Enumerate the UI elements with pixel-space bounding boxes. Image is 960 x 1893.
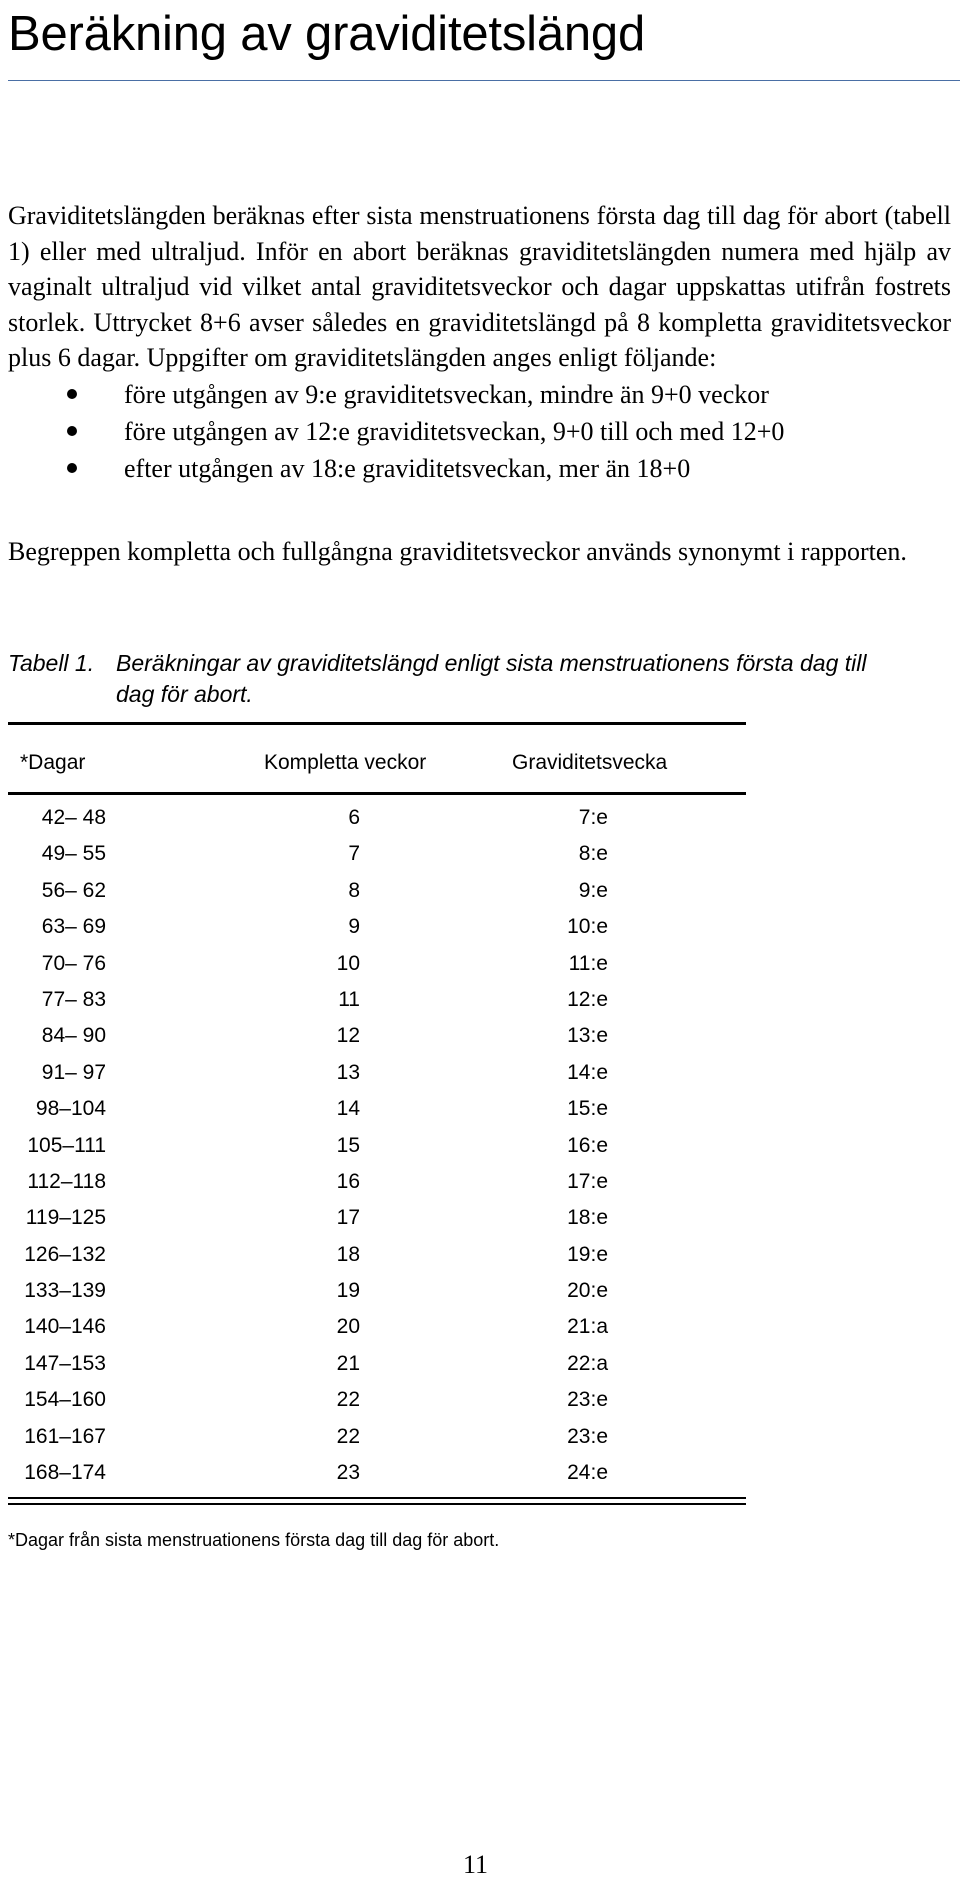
cell-gestational-week: 23:e [567,1424,608,1448]
table-row [0,873,760,909]
cell-days: 98–104 [35,1097,106,1121]
cell-days: 49– 55 [41,842,106,866]
cell-complete-weeks: 23 [336,1461,360,1485]
bullet-text: före utgången av 12:e graviditetsveckan, 9+0 till och med 12+0 [124,417,785,446]
bullet-list [0,376,784,487]
cell-gestational-week: 8:e [578,842,608,866]
cell-days: 133–139 [24,1279,106,1303]
cell-complete-weeks: 9 [348,915,360,939]
cell-complete-weeks: 13 [336,1060,360,1084]
cell-days: 126–132 [24,1242,106,1266]
cell-days: 77– 83 [41,987,106,1011]
bullet-icon [67,426,77,436]
cell-complete-weeks: 22 [336,1388,360,1412]
bullet-text: före utgången av 9:e graviditetsveckan, mindre än 9+0 veckor [124,380,769,409]
cell-complete-weeks: 11 [338,987,360,1011]
table-row [0,1419,760,1455]
table-row [0,1273,760,1309]
cell-gestational-week: 24:e [567,1461,608,1485]
bullet-item [0,450,784,487]
cell-gestational-week: 19:e [567,1242,608,1266]
bullet-icon [67,463,77,473]
cell-complete-weeks: 15 [336,1133,360,1157]
cell-days: 84– 90 [41,1024,106,1048]
cell-days: 91– 97 [41,1060,106,1084]
cell-complete-weeks: 6 [348,806,360,829]
cell-complete-weeks: 20 [336,1315,360,1339]
cell-gestational-week: 12:e [567,987,608,1011]
cell-days: 119–125 [25,1206,106,1230]
table-header-gestational-week: Graviditetsvecka [512,751,668,774]
table-row [0,1200,760,1236]
cell-gestational-week: 21:a [567,1315,608,1339]
intro-paragraph: Graviditetslängden beräknas efter sista menstruationens första dag till dag för abort (tabell 1) eller med ultraljud. Inför en abort beräknas graviditetslängden numera med hjälp av vaginalt ultraljud vid vilket antal graviditetsveckor och dagar uppskattas utifrån fostrets storlek. Uttrycket 8+6 avser således en graviditetslängd på 8 kompletta graviditetsveckor plus 6 dagar. Uppgifter om graviditetslängden anges enligt följande: [8,201,951,372]
table-caption-text: Beräkningar av graviditetslängd enligt sista menstruationens första dag till [116,650,867,676]
table-body [0,800,760,1491]
cell-days: 147–153 [24,1351,106,1375]
table-row [0,1346,760,1382]
cell-gestational-week: 9:e [578,878,608,902]
cell-gestational-week: 17:e [567,1169,608,1193]
bullet-item [0,413,784,450]
table-row [0,1018,760,1054]
table-row [0,1309,760,1345]
cell-complete-weeks: 8 [348,878,360,902]
table-footnote: *Dagar från sista menstruationens första dag till dag för abort. [8,1530,500,1550]
cell-days: 154–160 [24,1388,106,1412]
table-top-rule [8,722,746,725]
cell-complete-weeks: 16 [336,1169,360,1193]
table-row [0,836,760,872]
table-row [0,1382,760,1418]
table-row [0,1455,760,1491]
bullet-text: efter utgången av 18:e graviditetsveckan, mer än 18+0 [124,454,691,483]
cell-gestational-week: 23:e [567,1388,608,1412]
cell-days: 105–111 [27,1133,106,1157]
cell-gestational-week: 15:e [567,1097,608,1121]
cell-days: 42– 48 [41,806,106,829]
cell-complete-weeks: 21 [336,1351,360,1375]
cell-complete-weeks: 10 [336,951,360,975]
table-row [0,1055,760,1091]
table-header-complete-weeks: Kompletta veckor [264,751,427,774]
cell-days: 140–146 [24,1315,106,1339]
table-row [0,909,760,945]
table-row [0,800,760,836]
cell-gestational-week: 11:e [568,951,608,975]
cell-complete-weeks: 7 [348,842,360,866]
table-row [0,1128,760,1164]
table-bottom-rule [8,1497,746,1505]
table-row [0,982,760,1018]
cell-gestational-week: 20:e [567,1279,608,1303]
cell-complete-weeks: 19 [336,1279,360,1303]
cell-gestational-week: 7:e [578,806,608,829]
table-caption-label: Tabell 1. [8,650,95,676]
table-row [0,1091,760,1127]
cell-complete-weeks: 18 [336,1242,360,1266]
table-header-rule [8,792,746,795]
cell-days: 56– 62 [41,878,106,902]
cell-gestational-week: 18:e [567,1206,608,1230]
cell-days: 63– 69 [41,915,106,939]
cell-complete-weeks: 12 [336,1024,360,1048]
bullet-icon [67,389,77,399]
cell-gestational-week: 16:e [567,1133,608,1157]
cell-days: 112–118 [27,1169,106,1193]
title-divider [8,80,960,81]
table-row [0,1237,760,1273]
bullet-item [0,376,784,413]
cell-gestational-week: 14:e [567,1060,608,1084]
cell-days: 168–174 [24,1461,106,1485]
page-title: Beräkning av graviditetslängd [8,7,646,61]
cell-days: 70– 76 [41,951,106,975]
cell-complete-weeks: 22 [336,1424,360,1448]
cell-gestational-week: 10:e [567,915,608,939]
cell-gestational-week: 22:a [567,1351,608,1375]
closing-paragraph: Begreppen kompletta och fullgångna graviditetsveckor används synonymt i rapporten. [8,537,907,566]
table-caption-text-continued: dag för abort. [116,681,253,707]
page-number: 11 [463,1850,489,1879]
table-caption [8,648,958,710]
cell-complete-weeks: 17 [336,1206,360,1230]
cell-complete-weeks: 14 [336,1097,360,1121]
table-row [0,946,760,982]
cell-gestational-week: 13:e [567,1024,608,1048]
table-row [0,1164,760,1200]
cell-days: 161–167 [24,1424,106,1448]
table-header-days: *Dagar [20,751,86,774]
